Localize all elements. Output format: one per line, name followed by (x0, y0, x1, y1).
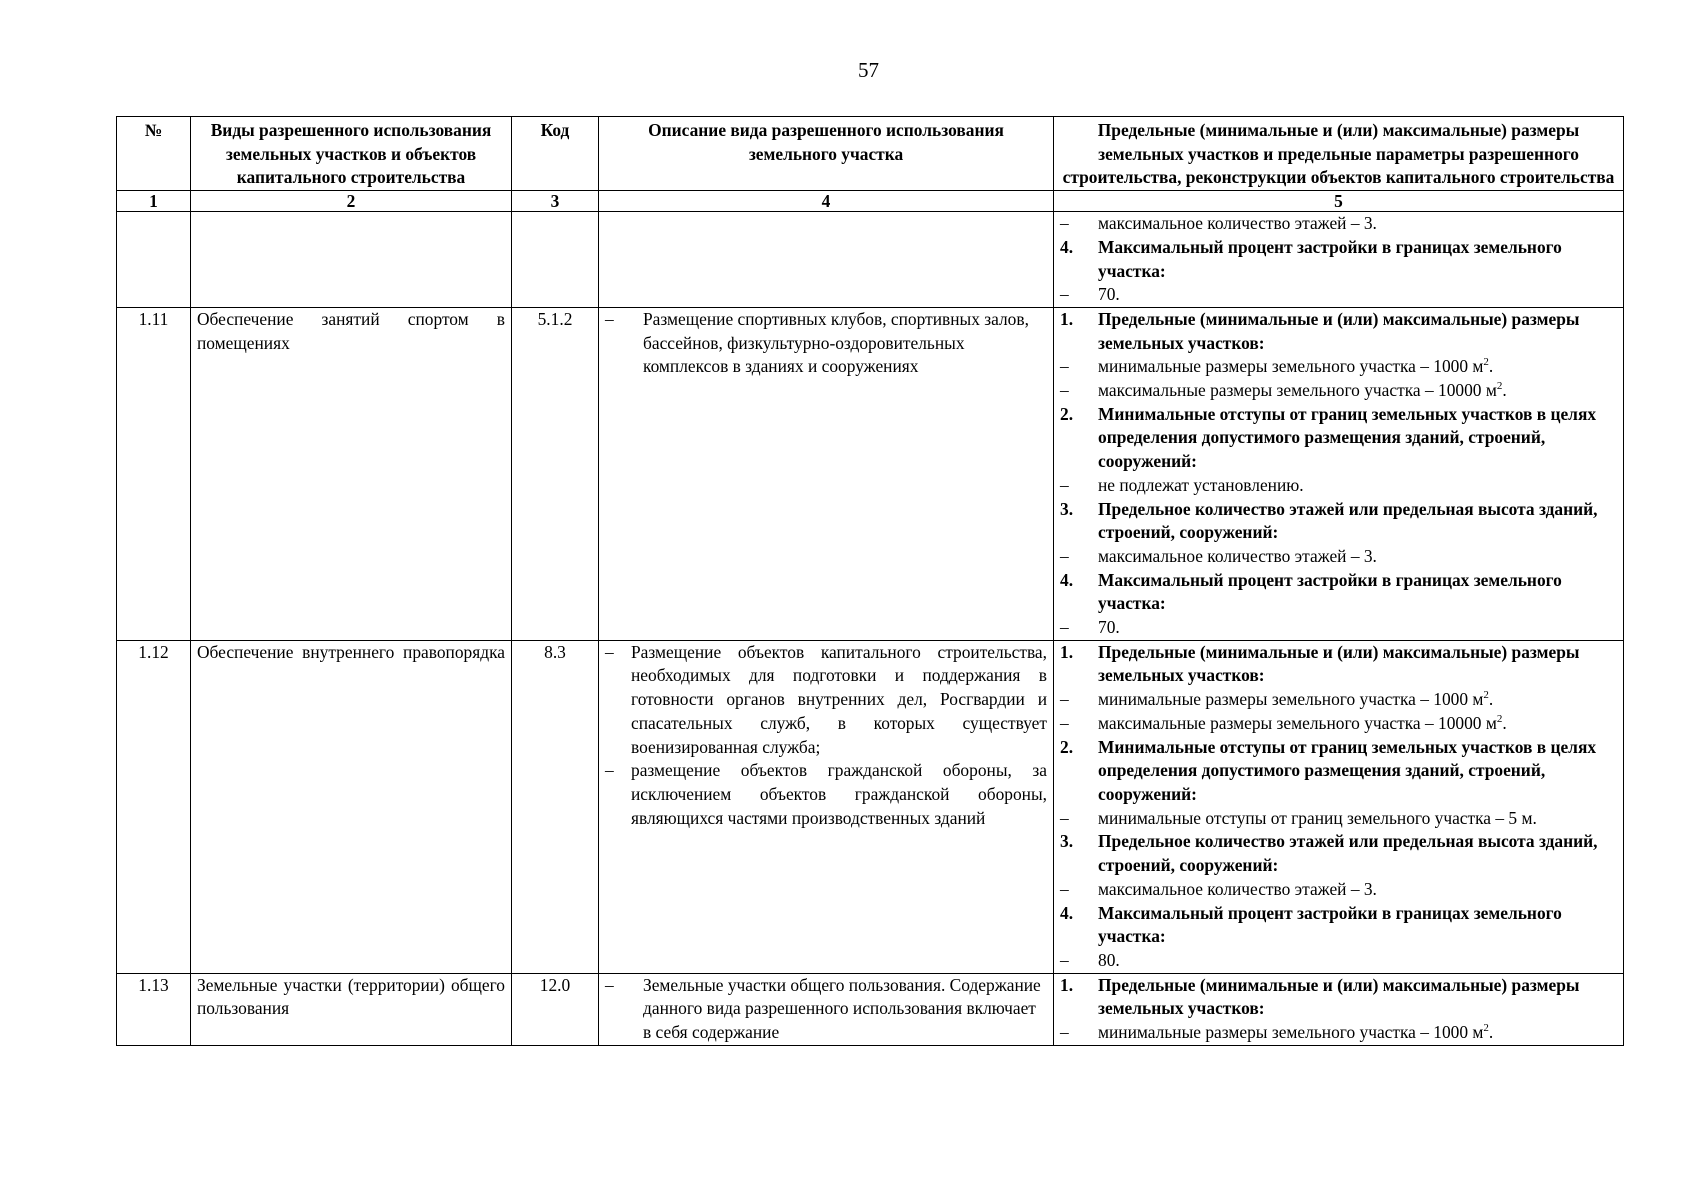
header-permitted-use: Виды разрешенного использования земельных участков и объектов капитального строительства (191, 117, 512, 191)
column-number: 3 (512, 191, 599, 212)
header-number: № (117, 117, 191, 191)
param-heading: 4. Максимальный процент застройки в границах земельного участка: (1060, 902, 1562, 947)
header-row (117, 117, 1624, 191)
param-heading: 1. Предельные (минимальные и (или) максимальные) размеры земельных участков: (1060, 308, 1580, 353)
header-parameters: Предельные (минимальные и (или) максимальные) размеры земельных участков и предельные параметры разрешенного строительства, реконструкции объектов капитального строительства (1054, 117, 1624, 191)
use-code: 8.3 (512, 640, 599, 973)
use-code: 12.0 (512, 973, 599, 1045)
parameters-cell (1054, 973, 1624, 1045)
column-number-row (117, 191, 1624, 212)
param-item: – минимальные отступы от границ земельного участка – 5 м. (1060, 807, 1537, 828)
param-heading: 3. Предельное количество этажей или предельная высота зданий, строений, сооружений: (1060, 831, 1598, 876)
param-item: – не подлежат установлению. (1060, 474, 1304, 495)
param-item: – минимальные размеры земельного участка – 1000 $м^2$. (1060, 356, 1494, 377)
table-row (117, 640, 1624, 973)
use-description (599, 307, 1054, 640)
table-row (117, 973, 1624, 1045)
param-item: – максимальное количество этажей – 3. (1060, 878, 1377, 899)
param-item: – 80. (1060, 949, 1120, 970)
param-heading: 2. Минимальные отступы от границ земельных участков в целях определения допустимого размещения зданий, строений, сооружений: (1060, 736, 1597, 804)
param-item: – максимальные размеры земельного участка – 10000 $м^2$. (1060, 712, 1507, 733)
use-type-name: Обеспечение занятий спортом в помещениях (191, 307, 512, 640)
page-number: 57 (858, 58, 879, 82)
param-item: – минимальные размеры земельного участка – 1000 $м^2$. (1060, 689, 1494, 710)
column-number: 2 (191, 191, 512, 212)
row-number: 1.12 (117, 640, 191, 973)
row-number: 1.11 (117, 307, 191, 640)
description-item: – размещение объектов гражданской обороны, за исключением объектов гражданской обороны, являющихся частями производственных зданий (605, 760, 1047, 828)
row-number: 1.13 (117, 973, 191, 1045)
header-description: Описание вида разрешенного использования земельного участка (599, 117, 1054, 191)
description-item: – Земельные участки общего пользования. Содержание данного вида разрешенного использования включает в себя содержание (605, 974, 1041, 1043)
param-item: – максимальное количество этажей – 3. (1060, 213, 1377, 234)
param-heading: 3. Предельное количество этажей или предельная высота зданий, строений, сооружений: (1060, 498, 1598, 543)
column-number: 1 (117, 191, 191, 212)
description-item: – Размещение спортивных клубов, спортивных залов, бассейнов, физкультурно-оздоровительных комплексов в зданиях и сооружениях (605, 308, 1029, 377)
param-item: – 70. (1060, 617, 1120, 638)
param-heading: 1. Предельные (минимальные и (или) максимальные) размеры земельных участков: (1060, 974, 1580, 1019)
table-row (117, 307, 1624, 640)
use-description (599, 973, 1054, 1045)
parameters-cell (1054, 212, 1624, 308)
param-item: – максимальные размеры земельного участка – 10000 $м^2$. (1060, 380, 1507, 401)
column-number: 5 (1054, 191, 1624, 212)
param-heading: 1. Предельные (минимальные и (или) максимальные) размеры земельных участков: (1060, 641, 1580, 686)
use-type-name: Земельные участки (территории) общего пользования (191, 973, 512, 1045)
param-item: – максимальное количество этажей – 3. (1060, 545, 1377, 566)
header-code: Код (512, 117, 599, 191)
param-heading: 2. Минимальные отступы от границ земельных участков в целях определения допустимого размещения зданий, строений, сооружений: (1060, 403, 1597, 472)
regulations-table (116, 116, 1624, 1046)
parameters-cell (1054, 307, 1624, 640)
parameters-cell (1054, 640, 1624, 973)
column-number: 4 (599, 191, 1054, 212)
param-item: – минимальные размеры земельного участка – 1000 $м^2$. (1060, 1022, 1494, 1043)
table-row-continuation (117, 212, 1624, 308)
description-item: – Размещение объектов капитального строительства, необходимых для подготовки и поддержания в готовности органов внутренних дел, Росгвардии и спасательных служб, в которых существует военизированная служба; (605, 641, 1047, 757)
param-heading: 4. Максимальный процент застройки в границах земельного участка: (1060, 569, 1562, 614)
use-code: 5.1.2 (512, 307, 599, 640)
use-description (599, 640, 1054, 973)
param-heading: 4. Максимальный процент застройки в границах земельного участка: (1060, 236, 1562, 281)
param-item: – 70. (1060, 284, 1120, 305)
use-type-name: Обеспечение внутреннего правопорядка (191, 640, 512, 973)
